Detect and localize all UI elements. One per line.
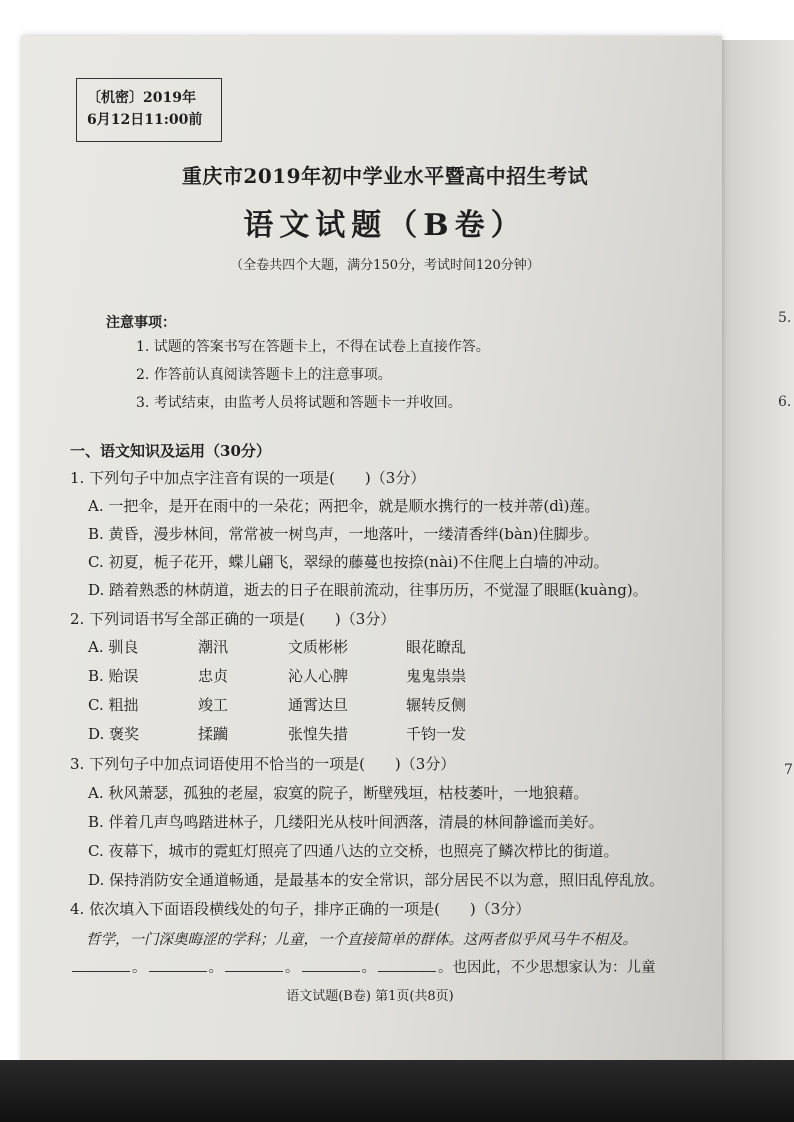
word-option: 文质彬彬 (288, 638, 349, 656)
question-passage: 哲学，一门深奥晦涩的学科；儿童，一个直接简单的群体。这两者似乎风马牛不相及。 (86, 932, 637, 948)
word-row (88, 636, 548, 656)
word-option: 鬼鬼祟祟 (406, 667, 467, 685)
subject-title: 语文试题（B卷） (243, 208, 527, 243)
word-row (88, 723, 548, 743)
question-stem: 2. 下列词语书写全部正确的一项是( )（3分） (70, 610, 396, 628)
word-option: D. 褒奖 (88, 725, 140, 743)
answer-blank (225, 971, 283, 972)
word-option: 沁人心脾 (288, 667, 349, 685)
question-option: B. 伴着几声鸟鸣踏进林子，几缕阳光从枝叶间洒落，清晨的林间静谧而美好。 (88, 813, 604, 831)
notes-heading: 注意事项： (106, 315, 176, 331)
question-stem: 1. 下列句子中加点字注音有误的一项是( )（3分） (70, 469, 426, 487)
question-option: C. 夜幕下，城市的霓虹灯照亮了四通八达的立交桥，也照亮了鳞次栉比的街道。 (88, 842, 619, 860)
answer-blank (149, 971, 207, 972)
exam-subtitle: （全卷共四个大题，满分150分，考试时间120分钟） (230, 258, 540, 273)
blank-line: 。 。 。 。 。也因此，不少思想家认为：儿童 (70, 956, 656, 977)
answer-blank (302, 971, 360, 972)
question-option: C. 初夏，栀子花开，蝶儿翩飞，翠绿的藤蔓也按捺(nài)不住爬上白墙的冲动。 (88, 553, 609, 571)
word-option: C. 粗拙 (88, 696, 139, 714)
word-option: 眼花瞭乱 (406, 638, 467, 656)
word-row (88, 694, 548, 714)
question-stem: 3. 下列句子中加点词语使用不恰当的一项是( )（3分） (70, 755, 456, 773)
next-page-mark: 5. (778, 310, 792, 326)
word-option: B. 贻误 (88, 667, 139, 685)
word-row (88, 665, 548, 685)
word-option: 通霄达旦 (288, 696, 349, 714)
note-item: 3. 考试结束，由监考人员将试题和答题卡一并收回。 (136, 395, 462, 411)
word-option: 竣工 (198, 696, 229, 714)
word-option: 忠贞 (198, 667, 229, 685)
next-page-mark: 6. (778, 394, 792, 410)
answer-blank (72, 971, 130, 972)
word-option: 潮汛 (198, 638, 229, 656)
note-item: 2. 作答前认真阅读答题卡上的注意事项。 (136, 367, 392, 383)
word-option: 张惶失措 (288, 725, 349, 743)
passage-tail: 。也因此，不少思想家认为：儿童 (438, 960, 656, 976)
exam-title: 重庆市2019年初中学业水平暨高中招生考试 (181, 164, 589, 188)
answer-blank (378, 971, 436, 972)
question-option: D. 踏着熟悉的林荫道，逝去的日子在眼前流动，往事历历，不觉湿了眼眶(kuàng)。 (88, 581, 648, 599)
secret-line: 〔机密〕2019年 (87, 90, 196, 106)
page-footer: 语文试题(B卷) 第1页(共8页) (286, 989, 454, 1004)
section-heading: 一、语文知识及运用（30分） (70, 442, 271, 460)
question-option: D. 保持消防安全通道畅通，是最基本的安全常识，部分居民不以为意，照旧乱停乱放。 (88, 871, 665, 889)
word-option: A. 驯良 (88, 638, 139, 656)
question-option: A. 秋风萧瑟，孤独的老屋，寂寞的院子，断壁残垣，枯枝萎叶，一地狼藉。 (88, 784, 589, 802)
note-item: 1. 试题的答案书写在答题卡上，不得在试卷上直接作答。 (136, 339, 490, 355)
word-option: 千钧一发 (406, 725, 467, 743)
word-option: 揉躏 (198, 725, 229, 743)
question-option: B. 黄昏，漫步林间，常常被一树鸟声，一地落叶，一缕清香绊(bàn)住脚步。 (88, 525, 599, 543)
question-stem: 4. 依次填入下面语段横线处的句子，排序正确的一项是( )（3分） (70, 900, 531, 918)
secret-line: 6月12日11:00前 (87, 112, 203, 128)
question-option: A. 一把伞，是开在雨中的一朵花；两把伞，就是顺水携行的一枝并蒂(dì)莲。 (88, 497, 600, 515)
next-page-mark: 7 (784, 762, 793, 778)
secret-stamp (76, 78, 222, 142)
word-option: 辗转反侧 (406, 696, 467, 714)
